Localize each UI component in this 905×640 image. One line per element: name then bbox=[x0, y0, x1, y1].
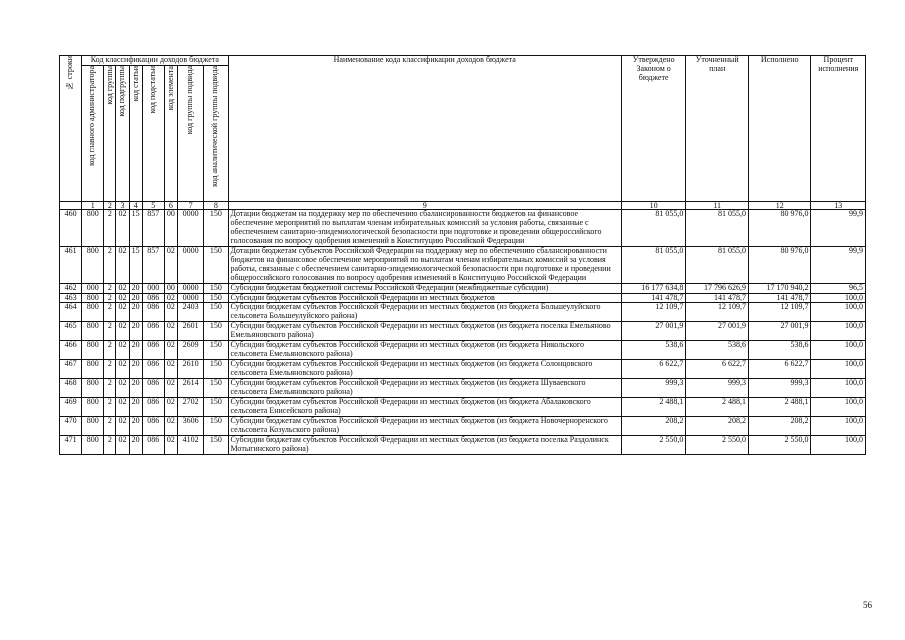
code-admin: 800 bbox=[82, 322, 104, 341]
row-number: 462 bbox=[60, 283, 82, 293]
table-row bbox=[60, 209, 866, 246]
approved-amount: 27 001,9 bbox=[621, 322, 686, 341]
approved-amount: 6 622,7 bbox=[621, 360, 686, 379]
header-code-col: код главного администратора bbox=[82, 65, 104, 201]
code-subarticle: 086 bbox=[142, 435, 164, 454]
code-analytic-group: 150 bbox=[204, 246, 228, 283]
revised-amount: 6 622,7 bbox=[686, 360, 749, 379]
code-subgroup: 02 bbox=[116, 435, 129, 454]
execution-percent: 100,0 bbox=[811, 341, 866, 360]
column-number: 11 bbox=[686, 201, 749, 209]
code-element: 02 bbox=[164, 322, 177, 341]
code-admin: 800 bbox=[82, 435, 104, 454]
column-number: 5 bbox=[142, 201, 164, 209]
row-name: Субсидии бюджетам субъектов Российской Федерации из местных бюджетов bbox=[228, 293, 621, 303]
approved-amount: 81 055,0 bbox=[621, 209, 686, 246]
code-admin: 800 bbox=[82, 303, 104, 322]
code-group: 2 bbox=[104, 209, 116, 246]
code-analytic-group: 150 bbox=[204, 416, 228, 435]
execution-percent: 100,0 bbox=[811, 379, 866, 398]
column-number-row bbox=[60, 201, 866, 209]
revised-amount: 141 478,7 bbox=[686, 293, 749, 303]
row-name: Субсидии бюджетам субъектов Российской Федерации из местных бюджетов (из бюджета Шуваевского сельсовета Емельяновского района) bbox=[228, 379, 621, 398]
table-row bbox=[60, 360, 866, 379]
code-analytic-group: 150 bbox=[204, 209, 228, 246]
row-number: 469 bbox=[60, 398, 82, 417]
code-article: 20 bbox=[129, 398, 142, 417]
code-admin: 800 bbox=[82, 341, 104, 360]
code-subgroup: 02 bbox=[116, 360, 129, 379]
code-admin: 800 bbox=[82, 209, 104, 246]
code-subgroup: 02 bbox=[116, 416, 129, 435]
header-code-col: код группы bbox=[104, 65, 116, 201]
revised-amount: 2 550,0 bbox=[686, 435, 749, 454]
execution-percent: 100,0 bbox=[811, 416, 866, 435]
code-element: 02 bbox=[164, 398, 177, 417]
code-article: 15 bbox=[129, 209, 142, 246]
row-name: Субсидии бюджетам субъектов Российской Федерации из местных бюджетов (из бюджета Никольского сельсовета Емельяновского района) bbox=[228, 341, 621, 360]
column-number: 9 bbox=[228, 201, 621, 209]
execution-percent: 100,0 bbox=[811, 435, 866, 454]
executed-amount: 141 478,7 bbox=[748, 293, 811, 303]
row-number: 463 bbox=[60, 293, 82, 303]
row-number: 467 bbox=[60, 360, 82, 379]
executed-amount: 80 976,0 bbox=[748, 246, 811, 283]
revised-amount: 81 055,0 bbox=[686, 209, 749, 246]
approved-amount: 12 109,7 bbox=[621, 303, 686, 322]
code-article: 20 bbox=[129, 379, 142, 398]
header-percent: Процент исполнения bbox=[811, 56, 866, 202]
code-article: 20 bbox=[129, 341, 142, 360]
code-group: 2 bbox=[104, 398, 116, 417]
code-group: 2 bbox=[104, 379, 116, 398]
code-analytic-group: 150 bbox=[204, 293, 228, 303]
code-subtype-group: 0000 bbox=[177, 283, 203, 293]
column-number: 2 bbox=[104, 201, 116, 209]
header-row-no: № строки bbox=[60, 56, 82, 202]
table-row bbox=[60, 293, 866, 303]
revised-amount: 208,2 bbox=[686, 416, 749, 435]
executed-amount: 6 622,7 bbox=[748, 360, 811, 379]
revised-amount: 2 488,1 bbox=[686, 398, 749, 417]
column-number-blank bbox=[60, 201, 82, 209]
row-number: 468 bbox=[60, 379, 82, 398]
code-subtype-group: 2601 bbox=[177, 322, 203, 341]
code-group: 2 bbox=[104, 322, 116, 341]
code-element: 02 bbox=[164, 246, 177, 283]
approved-amount: 538,6 bbox=[621, 341, 686, 360]
code-subtype-group: 2614 bbox=[177, 379, 203, 398]
approved-amount: 208,2 bbox=[621, 416, 686, 435]
code-analytic-group: 150 bbox=[204, 379, 228, 398]
column-number: 13 bbox=[811, 201, 866, 209]
code-admin: 800 bbox=[82, 293, 104, 303]
code-subgroup: 02 bbox=[116, 398, 129, 417]
execution-percent: 96,5 bbox=[811, 283, 866, 293]
code-admin: 800 bbox=[82, 379, 104, 398]
code-subarticle: 086 bbox=[142, 360, 164, 379]
header-code-col: код статьи bbox=[129, 65, 142, 201]
code-element: 00 bbox=[164, 283, 177, 293]
code-subarticle: 086 bbox=[142, 303, 164, 322]
code-element: 00 bbox=[164, 209, 177, 246]
header-code-col: код аналитической группы подвида bbox=[204, 65, 228, 201]
code-subarticle: 086 bbox=[142, 379, 164, 398]
header-code-col: код элемента bbox=[164, 65, 177, 201]
code-subtype-group: 0000 bbox=[177, 293, 203, 303]
row-name: Субсидии бюджетам субъектов Российской Федерации из местных бюджетов (из бюджета поселка Емельяново Емельяновского района) bbox=[228, 322, 621, 341]
executed-amount: 999,3 bbox=[748, 379, 811, 398]
code-article: 20 bbox=[129, 303, 142, 322]
approved-amount: 999,3 bbox=[621, 379, 686, 398]
execution-percent: 100,0 bbox=[811, 360, 866, 379]
code-group: 2 bbox=[104, 246, 116, 283]
column-number: 8 bbox=[204, 201, 228, 209]
code-element: 02 bbox=[164, 379, 177, 398]
execution-percent: 99,9 bbox=[811, 209, 866, 246]
code-subtype-group: 2702 bbox=[177, 398, 203, 417]
column-number: 3 bbox=[116, 201, 129, 209]
table-row bbox=[60, 303, 866, 322]
code-subgroup: 02 bbox=[116, 379, 129, 398]
code-subtype-group: 0000 bbox=[177, 209, 203, 246]
table-row bbox=[60, 435, 866, 454]
code-subgroup: 02 bbox=[116, 303, 129, 322]
header-code-col: код подстатьи bbox=[142, 65, 164, 201]
header-executed: Исполнено bbox=[748, 56, 811, 202]
row-name: Субсидии бюджетам субъектов Российской Федерации из местных бюджетов (из бюджета Большеулуйского сельсовета Большеулуйского района) bbox=[228, 303, 621, 322]
code-subtype-group: 0000 bbox=[177, 246, 203, 283]
row-number: 471 bbox=[60, 435, 82, 454]
code-subarticle: 086 bbox=[142, 322, 164, 341]
column-number: 6 bbox=[164, 201, 177, 209]
row-number: 470 bbox=[60, 416, 82, 435]
executed-amount: 2 550,0 bbox=[748, 435, 811, 454]
row-number: 461 bbox=[60, 246, 82, 283]
code-group: 2 bbox=[104, 303, 116, 322]
header-revised: Уточненный план bbox=[686, 56, 749, 202]
row-name: Субсидии бюджетам субъектов Российской Федерации из местных бюджетов (из бюджета Новочерноренского сельсовета Козульского района) bbox=[228, 416, 621, 435]
column-number: 10 bbox=[621, 201, 686, 209]
executed-amount: 12 109,7 bbox=[748, 303, 811, 322]
code-subarticle: 086 bbox=[142, 341, 164, 360]
code-analytic-group: 150 bbox=[204, 303, 228, 322]
revised-amount: 999,3 bbox=[686, 379, 749, 398]
code-group: 2 bbox=[104, 283, 116, 293]
code-subarticle: 857 bbox=[142, 209, 164, 246]
approved-amount: 81 055,0 bbox=[621, 246, 686, 283]
code-article: 20 bbox=[129, 360, 142, 379]
header-code-col: код группы подвида bbox=[177, 65, 203, 201]
executed-amount: 2 488,1 bbox=[748, 398, 811, 417]
header-approved: Утверждено Законом о бюджете bbox=[621, 56, 686, 202]
code-group: 2 bbox=[104, 435, 116, 454]
code-subarticle: 857 bbox=[142, 246, 164, 283]
code-admin: 000 bbox=[82, 283, 104, 293]
code-analytic-group: 150 bbox=[204, 360, 228, 379]
code-group: 2 bbox=[104, 341, 116, 360]
table-row bbox=[60, 283, 866, 293]
code-element: 02 bbox=[164, 416, 177, 435]
table-row bbox=[60, 416, 866, 435]
row-name: Субсидии бюджетам бюджетной системы Российской Федерации (межбюджетные субсидии) bbox=[228, 283, 621, 293]
code-article: 20 bbox=[129, 435, 142, 454]
code-subarticle: 086 bbox=[142, 293, 164, 303]
budget-revenue-table bbox=[59, 55, 866, 455]
table-row bbox=[60, 398, 866, 417]
executed-amount: 80 976,0 bbox=[748, 209, 811, 246]
code-article: 20 bbox=[129, 416, 142, 435]
code-admin: 800 bbox=[82, 360, 104, 379]
code-group: 2 bbox=[104, 416, 116, 435]
header-code-col: код подгруппы bbox=[116, 65, 129, 201]
table-row bbox=[60, 379, 866, 398]
code-subtype-group: 2609 bbox=[177, 341, 203, 360]
row-name: Субсидии бюджетам субъектов Российской Федерации из местных бюджетов (из бюджета поселка Раздолинск Мотыгинского района) bbox=[228, 435, 621, 454]
code-article: 20 bbox=[129, 322, 142, 341]
row-name: Дотации бюджетам на поддержку мер по обеспечению сбалансированности бюджетов на финансовое обеспечение мероприятий по выплатам членам избирательных комиссий за условия работы, связанные с обеспечением санитарно-эпидемиологической безопасности при подготовке и проведении общероссийского голосования по вопросу одобрения изменений в Конституцию Российской Федерации bbox=[228, 209, 621, 246]
executed-amount: 208,2 bbox=[748, 416, 811, 435]
code-admin: 800 bbox=[82, 416, 104, 435]
table-row bbox=[60, 341, 866, 360]
code-subtype-group: 2610 bbox=[177, 360, 203, 379]
code-element: 02 bbox=[164, 360, 177, 379]
code-subgroup: 02 bbox=[116, 209, 129, 246]
execution-percent: 100,0 bbox=[811, 293, 866, 303]
code-analytic-group: 150 bbox=[204, 398, 228, 417]
code-element: 02 bbox=[164, 341, 177, 360]
executed-amount: 538,6 bbox=[748, 341, 811, 360]
row-name: Субсидии бюджетам субъектов Российской Федерации из местных бюджетов (из бюджета Солонцовского сельсовета Емельяновского района) bbox=[228, 360, 621, 379]
approved-amount: 16 177 634,8 bbox=[621, 283, 686, 293]
code-subarticle: 086 bbox=[142, 398, 164, 417]
revised-amount: 17 796 626,9 bbox=[686, 283, 749, 293]
code-element: 02 bbox=[164, 435, 177, 454]
column-number: 4 bbox=[129, 201, 142, 209]
column-number: 7 bbox=[177, 201, 203, 209]
row-number: 465 bbox=[60, 322, 82, 341]
row-number: 460 bbox=[60, 209, 82, 246]
code-subgroup: 02 bbox=[116, 322, 129, 341]
table-row bbox=[60, 322, 866, 341]
code-analytic-group: 150 bbox=[204, 435, 228, 454]
revised-amount: 12 109,7 bbox=[686, 303, 749, 322]
code-article: 15 bbox=[129, 246, 142, 283]
executed-amount: 27 001,9 bbox=[748, 322, 811, 341]
code-subtype-group: 4102 bbox=[177, 435, 203, 454]
column-number: 1 bbox=[82, 201, 104, 209]
approved-amount: 2 550,0 bbox=[621, 435, 686, 454]
code-subgroup: 02 bbox=[116, 246, 129, 283]
code-admin: 800 bbox=[82, 398, 104, 417]
header-name: Наименование кода классификации доходов бюджета bbox=[228, 56, 621, 202]
code-subgroup: 02 bbox=[116, 293, 129, 303]
code-subarticle: 086 bbox=[142, 416, 164, 435]
row-number: 464 bbox=[60, 303, 82, 322]
execution-percent: 100,0 bbox=[811, 322, 866, 341]
row-number: 466 bbox=[60, 341, 82, 360]
code-subtype-group: 2403 bbox=[177, 303, 203, 322]
revised-amount: 27 001,9 bbox=[686, 322, 749, 341]
code-subgroup: 02 bbox=[116, 283, 129, 293]
code-element: 02 bbox=[164, 303, 177, 322]
execution-percent: 100,0 bbox=[811, 398, 866, 417]
approved-amount: 141 478,7 bbox=[621, 293, 686, 303]
code-admin: 800 bbox=[82, 246, 104, 283]
row-name: Дотации бюджетам субъектов Российской Федерации на поддержку мер по обеспечению сбалансированности бюджетов на финансовое обеспечение мероприятий по выплатам членам избирательных комиссий за условия работы, связанные с обеспечением санитарно-эпидемиологической безопасности при подготовке и проведении общероссийского голосования по вопросу одобрения изменений в Конституцию Российской Федерации bbox=[228, 246, 621, 283]
code-group: 2 bbox=[104, 360, 116, 379]
code-group: 2 bbox=[104, 293, 116, 303]
code-analytic-group: 150 bbox=[204, 283, 228, 293]
header-code-group: Код классификации доходов бюджета bbox=[82, 56, 228, 66]
revised-amount: 538,6 bbox=[686, 341, 749, 360]
executed-amount: 17 170 940,2 bbox=[748, 283, 811, 293]
code-subarticle: 000 bbox=[142, 283, 164, 293]
code-analytic-group: 150 bbox=[204, 322, 228, 341]
table-row bbox=[60, 246, 866, 283]
code-article: 20 bbox=[129, 283, 142, 293]
code-element: 02 bbox=[164, 293, 177, 303]
execution-percent: 99,9 bbox=[811, 246, 866, 283]
revised-amount: 81 055,0 bbox=[686, 246, 749, 283]
code-subtype-group: 3606 bbox=[177, 416, 203, 435]
page-number: 56 bbox=[863, 600, 872, 610]
execution-percent: 100,0 bbox=[811, 303, 866, 322]
code-analytic-group: 150 bbox=[204, 341, 228, 360]
approved-amount: 2 488,1 bbox=[621, 398, 686, 417]
code-subgroup: 02 bbox=[116, 341, 129, 360]
row-name: Субсидии бюджетам субъектов Российской Федерации из местных бюджетов (из бюджета Абалаковского сельсовета Енисейского района) bbox=[228, 398, 621, 417]
column-number: 12 bbox=[748, 201, 811, 209]
code-article: 20 bbox=[129, 293, 142, 303]
